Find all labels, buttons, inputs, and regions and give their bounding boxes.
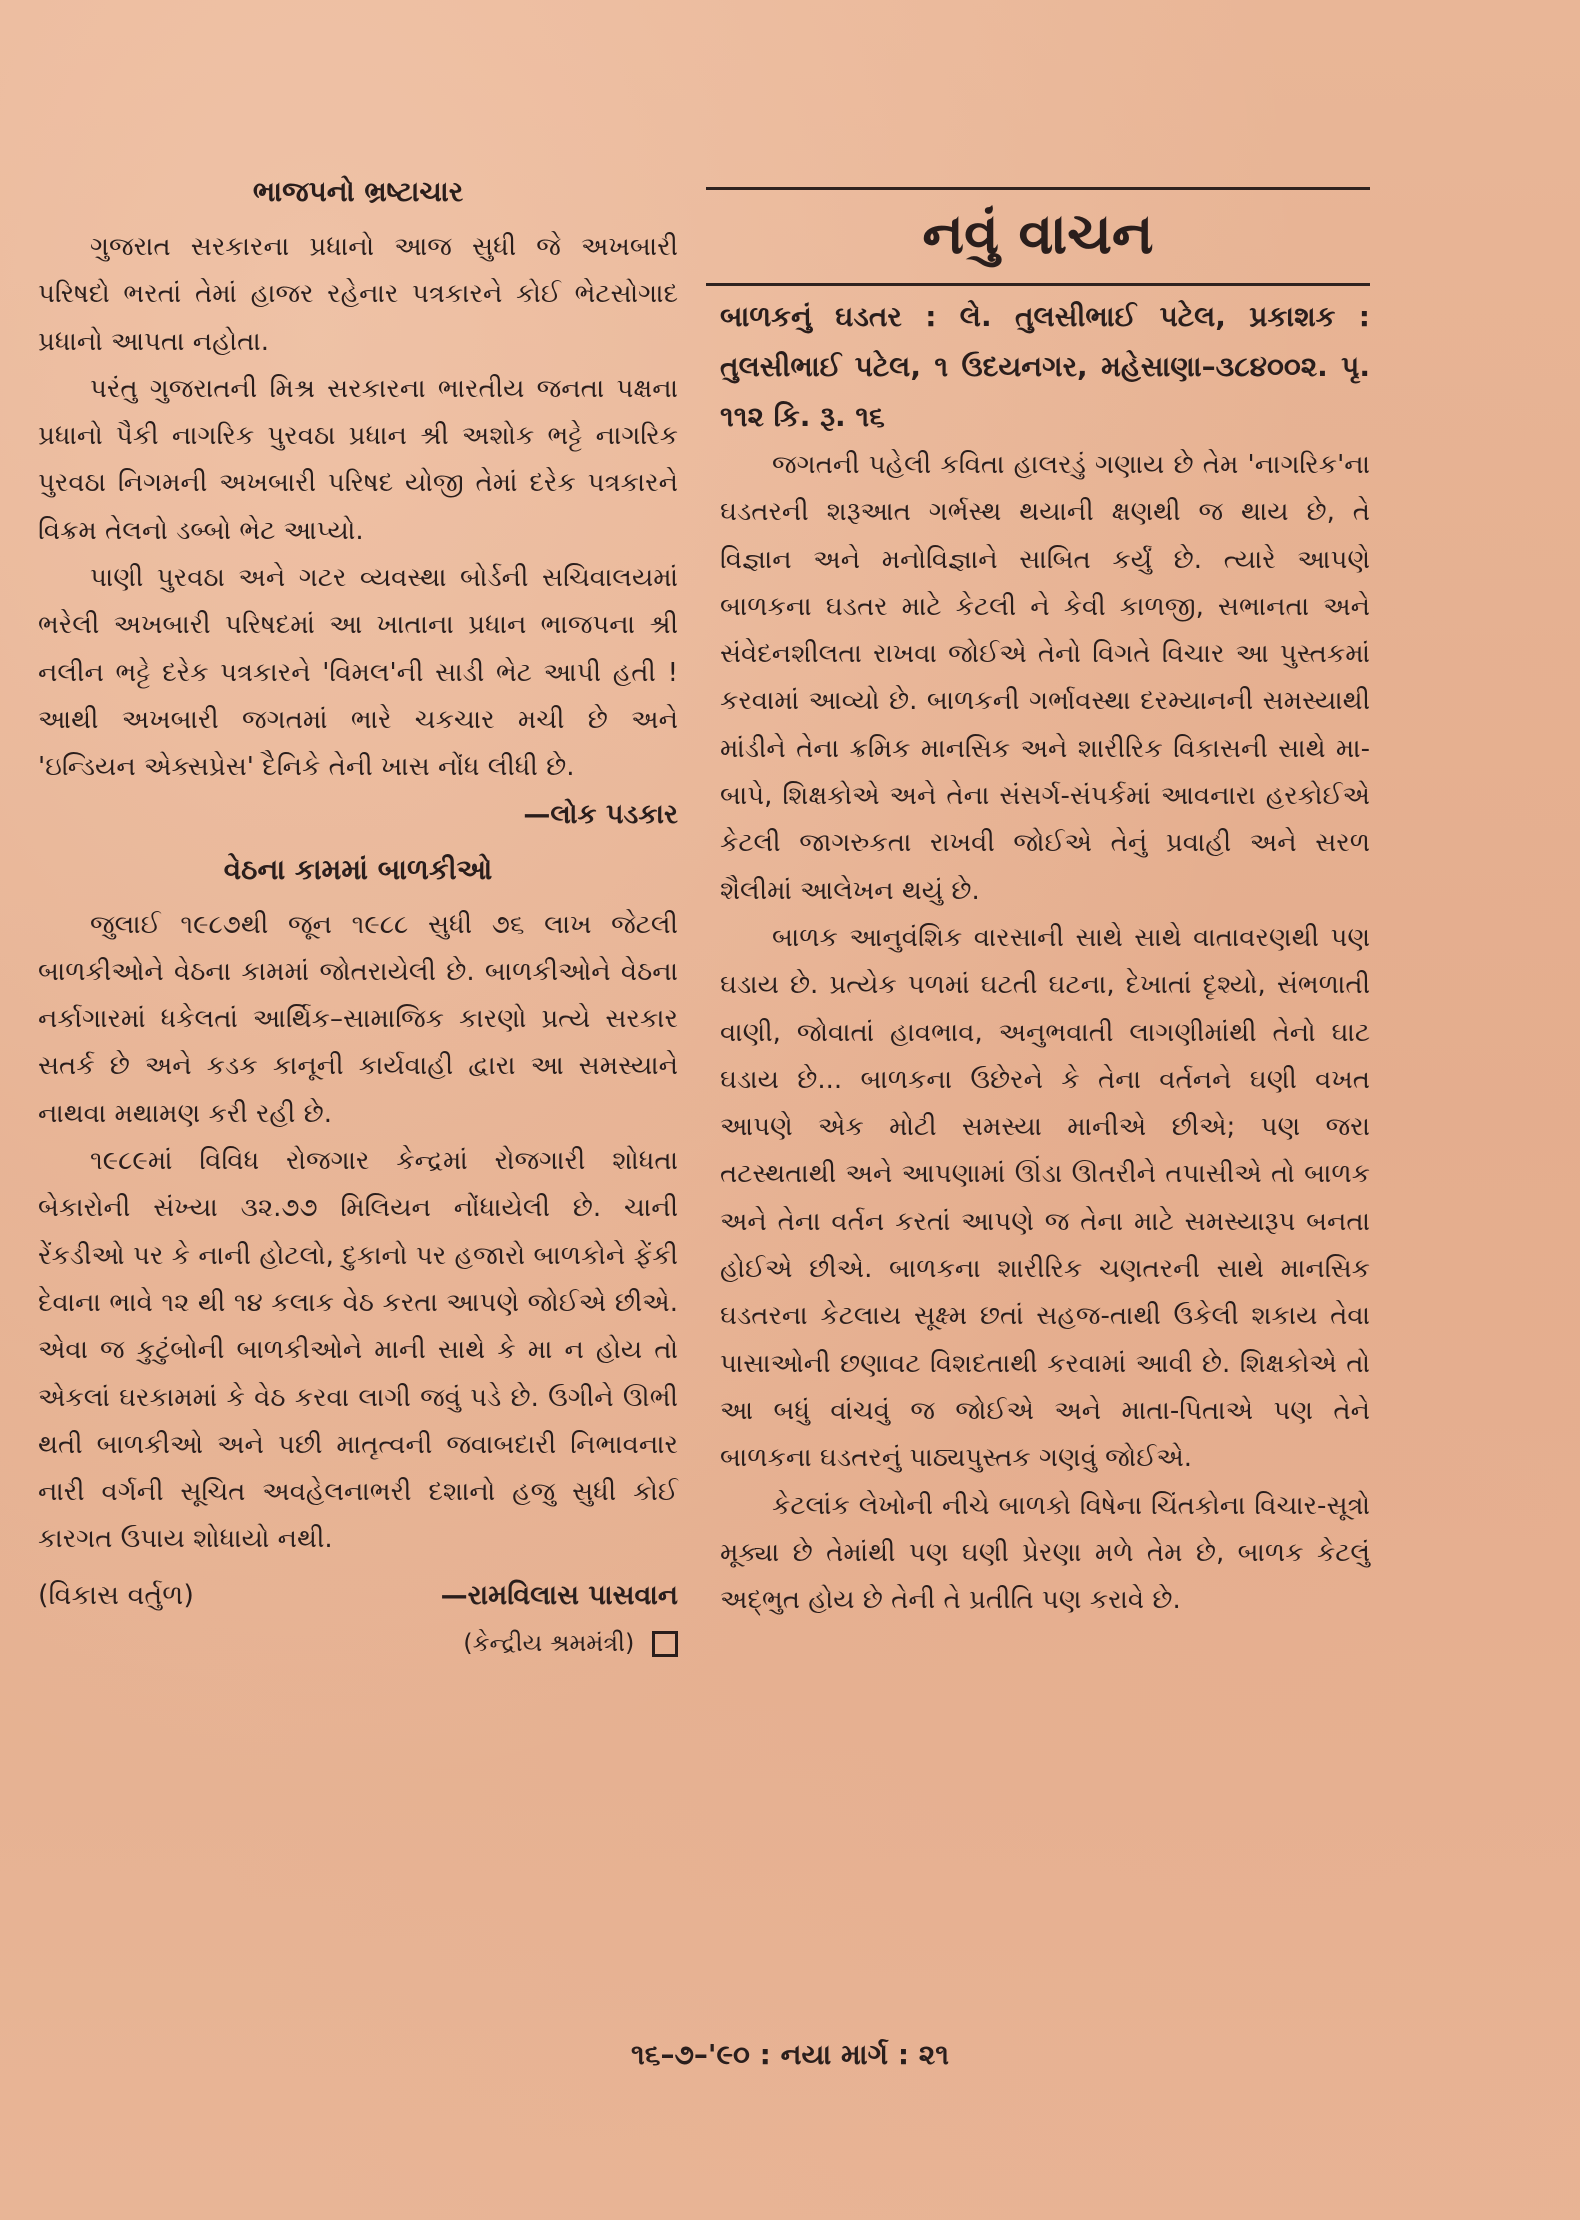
article1-signature: —લોક પડકાર: [523, 798, 678, 830]
review-paragraph-2: બાળક આનુવંશિક વારસાની સાથે સાથે વાતાવરણથી પણ ઘડાય છે. પ્રત્યેક પળમાં ઘટતી ઘટના, દેખાતાં દૃશ્યો, સંભળાતી વાણી, જોવાતાં હાવભાવ, અનુભવાતી લાગણીમાંથી તેનો ઘાટ ઘડાય છે... બાળકના ઉછેરને કે તેના વર્તનને ઘણી વખત આપણે એક મોટી સમસ્યા માનીએ છીએ; પણ જરા તટસ્થતાથી અને આપણામાં ઊંડા ઊતરીને તપાસીએ તો બાળક અને તેના વર્તન કરતાં આપણે જ તેના માટે સમસ્યારૂપ બનતા હોઈએ છીએ. બાળકના શારીરિક ચણતરની સાથે માનસિક ઘડતરના કેટલાય સૂક્ષ્મ છતાં સહજ-તાથી ઉકેલી શકાય તેવા પાસાઓની છણાવટ વિશદતાથી કરવામાં આવી છે. શિક્ષકોએ તો આ બધું વાંચવું જ જોઈએ અને માતા-પિતાએ પણ તેને બાળકના ઘડતરનું પાઠ્યપુસ્તક ગણવું જોઈએ.: [720, 922, 1370, 1474]
article1-paragraph-2: પરંતુ ગુજરાતની મિશ્ર સરકારના ભારતીય જનતા પક્ષના પ્રધાનો પૈકી નાગરિક પુરવઠા પ્રધાન શ્રી અશોક ભટ્ટે નાગરિક પુરવઠા નિગમની અખબારી પરિષદ યોજી તેમાં દરેક પત્રકારને વિક્રમ તેલનો ડબ્બો ભેટ આપ્યો.: [38, 373, 678, 546]
book-info: બાળકનું ઘડતર : લે. તુલસીભાઈ પટેલ, પ્રકાશક : તુલસીભાઈ પટેલ, ૧ ઉદયનગર, મહેસાણા–૩૮૪૦૦૨. પૃ. ૧૧૨ કિ. રૂ. ૧૬: [720, 300, 1370, 433]
article2-signature: —રામવિલાસ પાસવાન: [440, 1579, 678, 1611]
section-masthead: નવું વાચન: [922, 202, 1154, 267]
masthead-bottom-rule: [706, 283, 1370, 286]
right-column: [720, 292, 1370, 1624]
end-mark-icon: [652, 1631, 678, 1657]
article1-paragraph-1: ગુજરાત સરકારના પ્રધાનો આજ સુધી જે અખબારી પરિષદો ભરતાં તેમાં હાજર રહેનાર પત્રકારને કોઈ ભેટસોગાદ પ્રધાનો આપતા નહોતા.: [38, 232, 678, 357]
left-column: [38, 170, 678, 1666]
article2-paragraph-1: જુલાઈ ૧૯૮૭થી જૂન ૧૯૮૮ સુધી ૭૬ લાખ જેટલી બાળકીઓને વેઠના કામમાં જોતરાયેલી છે. બાળકીઓને વેઠના નર્કાગારમાં ધકેલતાં આર્થિક–સામાજિક કારણો પ્રત્યે સરકાર સતર્ક છે અને કડક કાનૂની કાર્યવાહી દ્વારા આ સમસ્યાને નાથવા મથામણ કરી રહી છે.: [38, 909, 678, 1129]
article2-source: (વિકાસ વર્તુળ): [38, 1579, 194, 1611]
review-paragraph-3: કેટલાંક લેખોની નીચે બાળકો વિષેના ચિંતકોના વિચાર-સૂત્રો મૂક્યા છે તેમાંથી પણ ઘણી પ્રેરણા મળે તેમ છે, બાળક કેટલું અદ્ભુત હોય છે તેની તે પ્રતીતિ પણ કરાવે છે.: [720, 1490, 1370, 1616]
article-title-girls-labour: વેઠના કામમાં બાળકીઓ: [223, 852, 493, 886]
article-title-bjp-corruption: ભાજપનો ભ્રષ્ટાચાર: [252, 175, 464, 208]
page-footer: ૧૬–૭–'૯૦ : નયા માર્ગ : ૨૧: [631, 2038, 949, 2071]
article2-signature-title: (કેન્દ્રીય શ્રમમંત્રી): [463, 1628, 635, 1657]
review-paragraph-1: જગતની પહેલી કવિતા હાલરડું ગણાય છે તેમ 'નાગરિક'ના ઘડતરની શરૂઆત ગર્ભસ્થ થયાની ક્ષણથી જ થાય છે, તે વિજ્ઞાન અને મનોવિજ્ઞાને સાબિત કર્યું છે. ત્યારે આપણે બાળકના ઘડતર માટે કેટલી ને કેવી કાળજી, સભાનતા અને સંવેદનશીલતા રાખવા જોઈએ તેનો વિગતે વિચાર આ પુસ્તકમાં કરવામાં આવ્યો છે. બાળકની ગર્ભાવસ્થા દરમ્યાનની સમસ્યાથી માંડીને તેના ક્રમિક માનસિક અને શારીરિક વિકાસની સાથે મા-બાપે, શિક્ષકોએ અને તેના સંસર્ગ-સંપર્કમાં આવનારા હરકોઈએ કેટલી જાગરુકતા રાખવી જોઈએ તેનું પ્રવાહી અને સરળ શૈલીમાં આલેખન થયું છે.: [720, 450, 1370, 906]
article1-paragraph-3: પાણી પુરવઠા અને ગટર વ્યવસ્થા બોર્ડની સચિવાલયમાં ભરેલી અખબારી પરિષદમાં આ ખાતાના પ્રધાન ભાજપના શ્રી નલીન ભટ્ટે દરેક પત્રકારને 'વિમલ'ની સાડી ભેટ આપી હતી ! આથી અખબારી જગતમાં ભારે ચકચાર મચી છે અને 'ઇન્ડિયન એક્સપ્રેસ' દૈનિકે તેની ખાસ નોંધ લીધી છે.: [38, 563, 678, 783]
masthead-top-rule: [706, 187, 1370, 190]
article2-signature-sub-row: [38, 1620, 678, 1666]
article2-signature-row: [38, 1572, 678, 1620]
article2-paragraph-2: ૧૯૮૯માં વિવિધ રોજગાર કેન્દ્રમાં રોજગારી શોધતા બેકારોની સંખ્યા ૩૨.૭૭ મિલિયન નોંધાયેલી છે. ચાની રેંકડીઓ પર કે નાની હોટલો, દુકાનો પર હજારો બાળકોને ફેંકી દેવાના ભાવે ૧૨ થી ૧૪ કલાક વેઠ કરતા આપણે જોઈએ છીએ. એવા જ કુટુંબોની બાળકીઓને માની સાથે કે મા ન હોય તો એકલાં ઘરકામમાં કે વેઠ કરવા લાગી જવું પડે છે. ઉગીને ઊભી થતી બાળકીઓ અને પછી માતૃત્વની જવાબદારી નિભાવનાર નારી વર્ગની સૂચિત અવહેલનાભરી દશાનો હજુ સુધી કોઈ કારગત ઉપાય શોધાયો નથી.: [38, 1146, 679, 1555]
